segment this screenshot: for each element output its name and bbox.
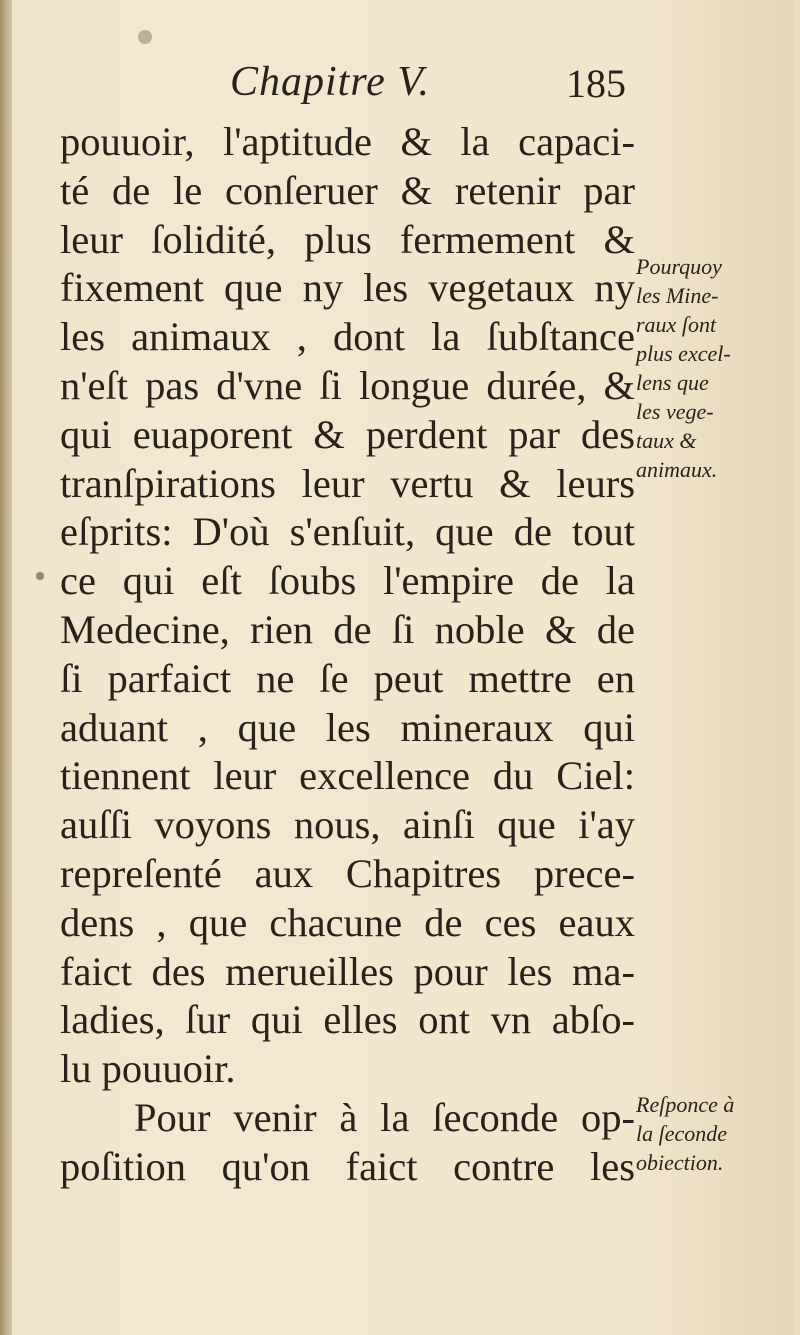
text-line: auſſi voyons nous, ainſi que i'ay: [60, 802, 635, 848]
text-line: fixement que ny les vegetaux ny: [60, 265, 635, 311]
margin-note: [636, 1090, 766, 1177]
text-line: leur ſolidité, plus fermement &: [60, 216, 635, 262]
margin-note-line: Reſponce à: [636, 1092, 735, 1117]
text-line: eſprits: D'où s'enſuit, que de tout: [60, 509, 635, 555]
body-text: [60, 118, 635, 1192]
text-line: ladies, ſur qui elles ont vn abſo-: [60, 997, 635, 1043]
ink-stain: [138, 30, 152, 44]
page-gutter: [0, 0, 12, 1335]
text-line: les animaux , dont la ſubſtance: [60, 314, 635, 360]
margin-note-line: les Mine-: [636, 283, 719, 308]
text-line: Pour venir à la ſeconde op-: [134, 1094, 635, 1140]
margin-note: [636, 252, 766, 484]
margin-note-line: les vege-: [636, 399, 714, 424]
margin-note-line: la ſeconde: [636, 1121, 728, 1146]
margin-note-line: lens que: [636, 370, 709, 395]
margin-note-line: taux &: [636, 428, 697, 453]
text-line: té de le conſeruer & retenir par: [60, 167, 635, 213]
text-line: qui euaporent & perdent par des: [60, 411, 635, 457]
text-line: pouuoir, l'aptitude & la capaci-: [60, 119, 635, 164]
text-line: ce qui eſt ſoubs l'empire de la: [60, 558, 635, 604]
text-line: lu pouuoir.: [60, 1046, 236, 1092]
margin-mark: [36, 572, 44, 580]
text-line: poſition qu'on faict contre les: [60, 1143, 635, 1189]
page-number: 185: [566, 61, 626, 106]
text-line: aduant , que les mineraux qui: [60, 704, 635, 750]
running-head: Chapitre V.: [230, 59, 431, 105]
margin-note-line: Pourquoy: [636, 254, 722, 279]
text-line: faict des merueilles pour les ma-: [60, 948, 635, 994]
text-line: repreſenté aux Chapitres prece-: [60, 850, 635, 896]
margin-note-line: obiection.: [636, 1150, 724, 1175]
margin-note-line: plus excel-: [636, 341, 731, 366]
text-line: tranſpirations leur vertu & leurs: [60, 460, 635, 506]
text-line: Medecine, rien de ſi noble & de: [60, 606, 635, 652]
margin-note-line: raux ſont: [636, 312, 717, 337]
page-header: [0, 58, 800, 108]
margin-note-line: animaux.: [636, 457, 718, 482]
text-line: ſi parfaict ne ſe peut mettre en: [60, 655, 635, 701]
text-line: tiennent leur excellence du Ciel:: [60, 753, 635, 799]
text-line: n'eſt pas d'vne ſi longue durée, &: [60, 362, 635, 408]
text-line: dens , que chacune de ces eaux: [60, 899, 635, 945]
